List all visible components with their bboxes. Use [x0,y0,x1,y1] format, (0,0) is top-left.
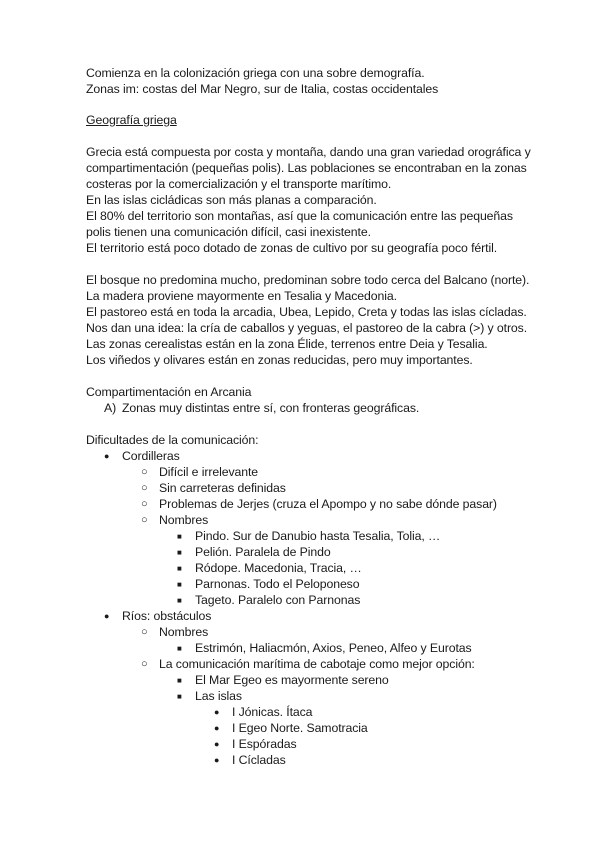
list-item: Tageto. Paralelo con Parnonas [195,593,361,607]
square-bullet: ■ [177,548,182,557]
square-bullet: ■ [177,644,182,653]
geo-line-5: El 80% del territorio son montañas, así que la comunicación entre las pequeñas [86,209,513,223]
square-bullet: ■ [177,596,182,605]
list-item: Estrimón, Haliacmón, Axios, Peneo, Alfeo y Eurotas [195,641,472,655]
geo-line-7: El territorio está poco dotado de zonas de cultivo por su geografía poco fértil. [86,241,498,255]
disc-bullet: ● [104,611,110,621]
list-item: Parnonas. Todo el Peloponeso [195,577,360,591]
circle-bullet: ○ [141,658,148,670]
circle-bullet: ○ [141,626,148,638]
geo-line-2: compartimentación (pequeñas polis). Las poblaciones se encontraban en la zonas [86,161,527,175]
list-item: El Mar Egeo es mayormente sereno [195,673,389,687]
disc-bullet: ● [214,755,220,765]
circle-bullet: ○ [141,498,148,510]
disc-bullet: ● [104,451,110,461]
circle-bullet: ○ [141,514,148,526]
square-bullet: ■ [177,676,182,685]
square-bullet: ■ [177,580,182,589]
list-item: La comunicación marítima de cabotaje como mejor opción: [159,657,475,671]
list-item: Pelión. Paralela de Pindo [195,545,331,559]
disc-bullet: ● [214,707,220,717]
arcania-title: Compartimentación en Arcania [86,385,252,399]
square-bullet: ■ [177,692,182,701]
list-item: Pindo. Sur de Danubio hasta Tesalia, Tolia, … [195,529,441,543]
intro-line-1: Comienza en la colonización griega con una sobre demografía. [86,66,425,80]
list-item: Sin carreteras definidas [159,481,286,495]
disc-bullet: ● [214,739,220,749]
forest-line-5: Las zonas cerealistas están en la zona Élide, terrenos entre Deia y Tesalia. [86,337,488,351]
square-bullet: ■ [177,532,182,541]
geo-line-3: costeras por la comercialización y el transporte marítimo. [86,177,392,191]
list-item: I Espóradas [232,737,297,751]
forest-line-2: La madera proviene mayormente en Tesalia y Macedonia. [86,289,397,303]
square-bullet: ■ [177,564,182,573]
list-item: I Cícladas [232,753,286,767]
forest-line-3: El pastoreo está en toda la arcadia, Ubea, Lepido, Creta y todas las islas cícladas. [86,305,527,319]
list-item: I Jónicas. Ítaca [232,705,313,719]
forest-line-6: Los viñedos y olivares están en zonas reducidas, pero muy importantes. [86,353,473,367]
list-item: Ródope. Macedonia, Tracia, … [195,561,362,575]
intro-line-2: Zonas im: costas del Mar Negro, sur de Italia, costas occidentales [86,82,439,96]
forest-line-1: El bosque no predomina mucho, predominan sobre todo cerca del Balcano (norte). [86,273,530,287]
arcania-item-text: Zonas muy distintas entre sí, con fronteras geográficas. [122,401,420,415]
geography-heading: Geografía griega [86,113,177,127]
circle-bullet: ○ [141,466,148,478]
circle-bullet: ○ [141,482,148,494]
difficulties-title: Dificultades de la comunicación: [86,433,259,447]
geo-line-6: polis tienen una comunicación difícil, casi inexistente. [86,225,371,239]
list-item-cordilleras: Cordilleras [122,449,180,463]
list-item: Nombres [159,513,209,527]
list-item: I Egeo Norte. Samotracia [232,721,368,735]
geo-line-1: Grecia está compuesta por costa y montaña, dando una gran variedad orográfica y [86,145,531,159]
list-item: Nombres [159,625,209,639]
list-item: Problemas de Jerjes (cruza el Apompo y no sabe dónde pasar) [159,497,497,511]
arcania-item-marker: A) [104,401,117,415]
list-item: Las islas [195,689,242,703]
geo-line-4: En las islas cicládicas son más planas a comparación. [86,193,377,207]
list-item: Difícil e irrelevante [159,465,259,479]
list-item-rios: Ríos: obstáculos [122,609,212,623]
disc-bullet: ● [214,723,220,733]
forest-line-4: Nos dan una idea: la cría de caballos y yeguas, el pastoreo de la cabra (>) y otros. [86,321,528,335]
